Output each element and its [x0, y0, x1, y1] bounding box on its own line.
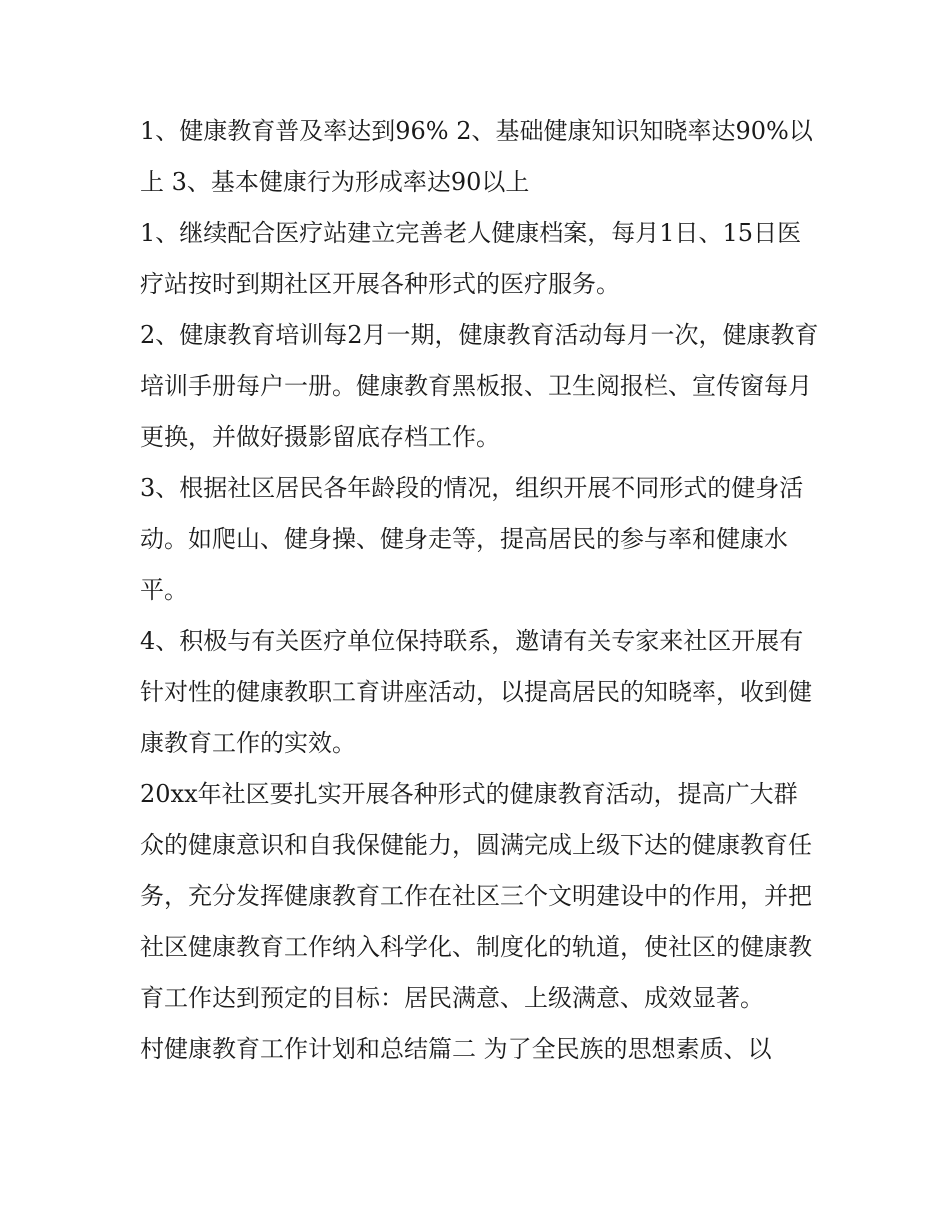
paragraph-item-1: 1、继续配合医疗站建立完善老人健康档案，每月1日、15日医疗站按时到期社区开展各种形式的医疗服务。: [140, 219, 802, 298]
document-body: [140, 106, 820, 1075]
paragraph-goals: 1、健康教育普及率达到96% 2、基础健康知识知晓率达90%以上 3、基本健康行为形成率达90以上: [140, 117, 813, 196]
paragraph-summary: 20xx年社区要扎实开展各种形式的健康教育活动，提高广大群众的健康意识和自我保健能力，圆满完成上级下达的健康教育任务，充分发挥健康教育工作在社区三个文明建设中的作用，并把社区健康教育工作纳入科学化、制度化的轨道，使社区的健康教育工作达到预定的目标：居民满意、上级满意、成效显著。: [140, 780, 812, 1012]
paragraph-item-4: 4、积极与有关医疗单位保持联系，邀请有关专家来社区开展有针对性的健康教职工育讲座活动，以提高居民的知晓率，收到健康教育工作的实效。: [140, 627, 812, 757]
paragraph-item-2: 2、健康教育培训每2月一期，健康教育活动每月一次，健康教育培训手册每户一册。健康教育黑板报、卫生阅报栏、宣传窗每月更换，并做好摄影留底存档工作。: [140, 321, 819, 451]
paragraph-section-two-start: 村健康教育工作计划和总结篇二 为了全民族的思想素质、以: [140, 1035, 772, 1063]
paragraph-item-3: 3、根据社区居民各年龄段的情况，组织开展不同形式的健身活动。如爬山、健身操、健身走等，提高居民的参与率和健康水平。: [140, 474, 804, 604]
